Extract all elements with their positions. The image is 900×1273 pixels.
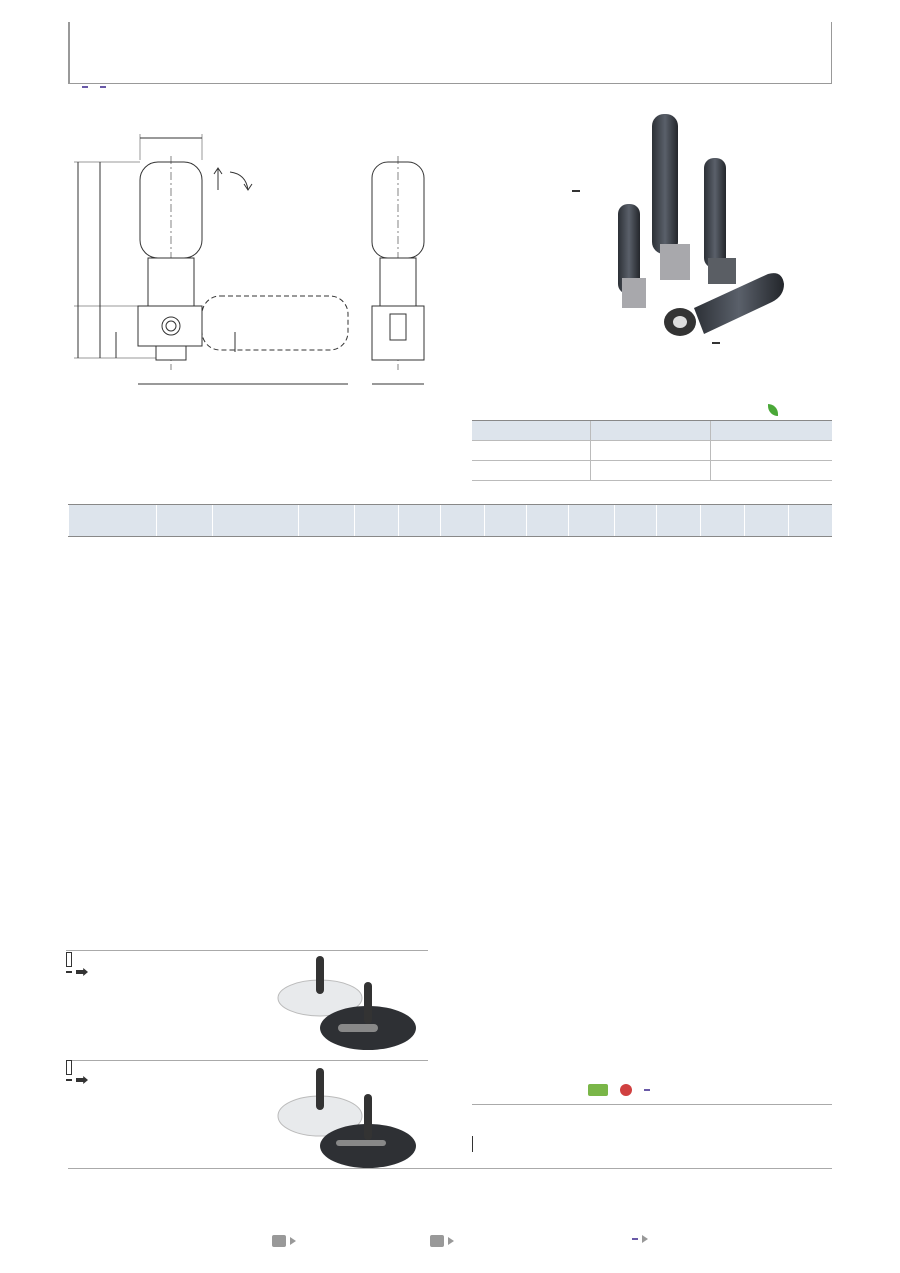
shipping-icons bbox=[588, 1084, 656, 1096]
footer bbox=[68, 1232, 832, 1252]
divider bbox=[472, 1104, 832, 1105]
col-pn2 bbox=[213, 505, 299, 537]
col-h bbox=[615, 505, 657, 537]
product-photo bbox=[568, 108, 790, 358]
truck-icon bbox=[588, 1084, 608, 1096]
ref-code bbox=[66, 971, 72, 973]
part-flag bbox=[478, 1142, 487, 1155]
arrow-right-icon bbox=[76, 1076, 88, 1084]
col-price2 bbox=[299, 505, 355, 537]
handwheel-hmd-image bbox=[268, 1060, 428, 1180]
col-A bbox=[657, 505, 701, 537]
web-icon bbox=[82, 86, 88, 88]
header-frame bbox=[68, 22, 832, 84]
mat-part bbox=[472, 441, 590, 461]
material-table bbox=[472, 420, 832, 481]
web-icon bbox=[644, 1089, 650, 1091]
web-icon bbox=[100, 86, 106, 88]
mat-part bbox=[472, 461, 590, 481]
brand-logo bbox=[752, 45, 824, 79]
col-d bbox=[485, 505, 527, 537]
col-Lf bbox=[441, 505, 485, 537]
triangle-icon bbox=[448, 1237, 454, 1245]
phone-info bbox=[272, 1235, 300, 1247]
mat-gdrs bbox=[710, 441, 832, 461]
code-box bbox=[66, 952, 72, 967]
spec-table bbox=[68, 504, 832, 537]
mat-gdr bbox=[590, 461, 710, 481]
photo-label-gdr bbox=[712, 342, 720, 344]
col-H bbox=[569, 505, 615, 537]
mat-gdrs bbox=[710, 461, 832, 481]
col-mass bbox=[789, 505, 833, 537]
handwheel-hmb-image bbox=[268, 948, 428, 1068]
email-info[interactable] bbox=[430, 1235, 458, 1247]
col-pn1 bbox=[69, 505, 157, 537]
triangle-icon bbox=[642, 1235, 648, 1243]
ref-code bbox=[66, 1079, 72, 1081]
col-D bbox=[355, 505, 399, 537]
technical-drawing bbox=[60, 120, 450, 400]
mail-icon bbox=[430, 1235, 444, 1247]
col-x bbox=[745, 505, 789, 537]
phone-icon bbox=[272, 1235, 286, 1247]
web-info[interactable] bbox=[632, 1235, 652, 1243]
triangle-icon bbox=[290, 1237, 296, 1245]
col-h2 bbox=[701, 505, 745, 537]
web-icon bbox=[632, 1238, 638, 1240]
mat-gdr bbox=[590, 441, 710, 461]
col-M bbox=[399, 505, 441, 537]
code-box bbox=[66, 1060, 72, 1075]
col-price1 bbox=[157, 505, 213, 537]
arrow-right-icon bbox=[76, 968, 88, 976]
col-d1 bbox=[527, 505, 569, 537]
side-tabs bbox=[862, 22, 900, 1212]
divider bbox=[68, 1168, 832, 1169]
rohs-badge bbox=[768, 404, 780, 416]
related-item-1 bbox=[66, 952, 248, 976]
clock-icon bbox=[620, 1084, 632, 1096]
header-badges bbox=[82, 86, 130, 88]
photo-label-gdrs bbox=[572, 190, 580, 192]
leaf-icon bbox=[768, 404, 778, 416]
related-item-2 bbox=[66, 1060, 248, 1084]
